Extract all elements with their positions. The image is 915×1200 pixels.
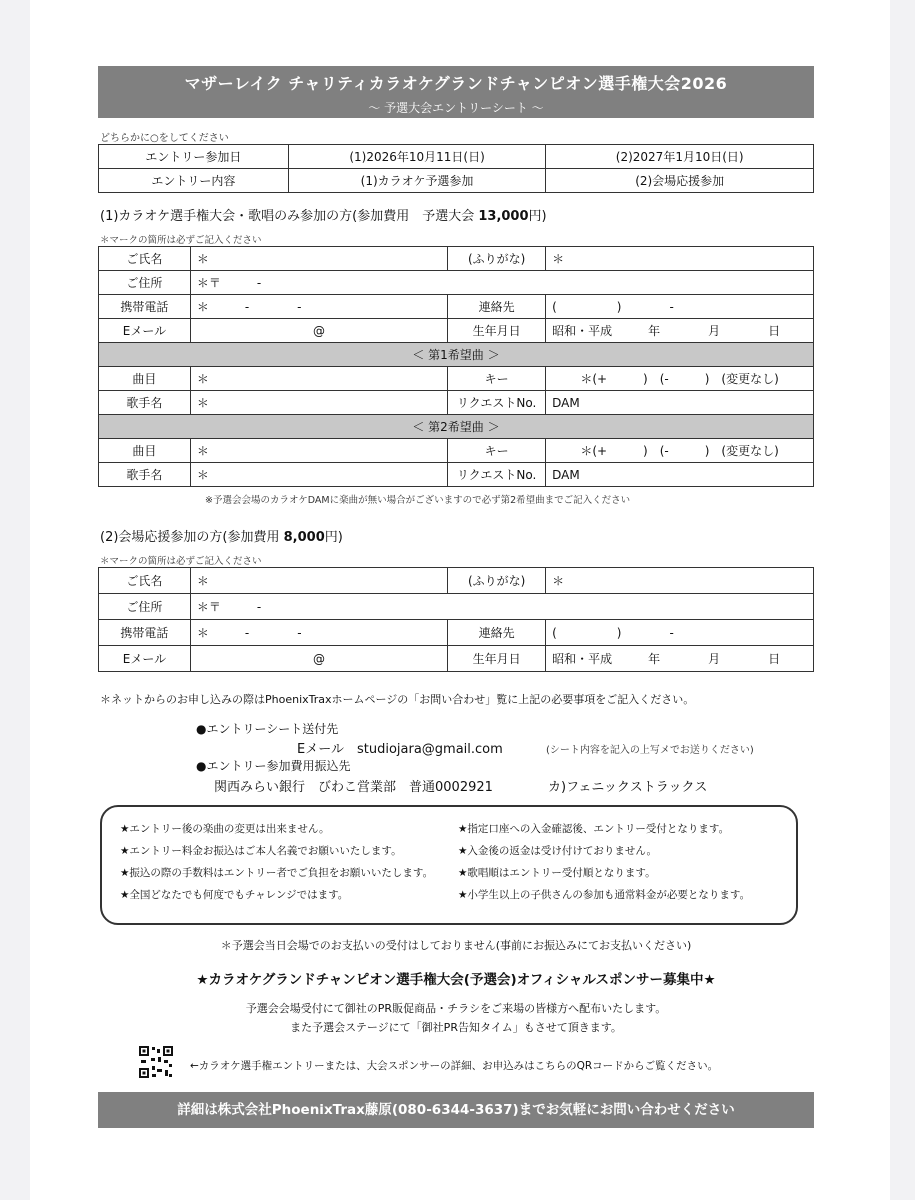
sponsor-title: ★カラオケグランドチャンピオン選手権大会(予選会)オフィシャルスポンサー募集中★: [196, 972, 716, 988]
section2-title-pre: (2)会場応援参加の方(参加費用: [100, 530, 284, 545]
entry-type-label: エントリー内容: [99, 169, 289, 193]
note-item: ★指定口座への入金確認後、エントリー受付となります。: [458, 823, 730, 835]
page-subtitle: ～ 予選大会エントリーシート ～: [368, 101, 544, 115]
table-row: [99, 367, 814, 391]
net-note: ＊ネットからのお申し込みの際はPhoenixTraxホームページの「お問い合わせ」覧に上記の必要事項をご記入ください。: [100, 693, 695, 706]
table-row: [99, 620, 814, 646]
section1-fee: 13,000: [478, 209, 529, 224]
section2-required-note: ＊マークの箇所は必ずご記入ください: [100, 556, 262, 567]
send-dest-label: ●エントリーシート送付先: [196, 722, 339, 736]
page-title: マザーレイク チャリティカラオケグランドチャンピオン選手権大会2026: [184, 74, 728, 93]
furigana-label: (ふりがな): [448, 247, 546, 271]
song1-title-field[interactable]: ＊: [190, 367, 447, 391]
bank-label: ●エントリー参加費用振込先: [196, 759, 351, 773]
table-row: [99, 271, 814, 295]
footer-contact: 詳細は株式会社PhoenixTrax藤原(080-6344-3637)までお気軽にお問い合わせください: [98, 1092, 814, 1128]
phone-field[interactable]: ＊ - -: [190, 295, 447, 319]
note-item: ★エントリー料金お振込はご本人名義でお願いいたします。: [120, 845, 402, 857]
section2-fee: 8,000: [283, 530, 325, 545]
send-email-note: (シート内容を記入の上写メでお送りください): [546, 745, 754, 756]
name-field[interactable]: ＊: [190, 568, 447, 594]
phone-label: 携帯電話: [99, 620, 191, 646]
birthday-label: 生年月日: [448, 646, 546, 672]
section1-required-note: ＊マークの箇所は必ずご記入ください: [100, 235, 262, 246]
contact-field[interactable]: ( ) -: [546, 620, 814, 646]
note-item: ★エントリー後の楽曲の変更は出来ません。: [120, 823, 330, 835]
table-row: [99, 319, 814, 343]
song1-request-label: リクエストNo.: [448, 391, 546, 415]
section1-title: [100, 205, 547, 224]
notes-box: [100, 805, 798, 925]
section2-form: [98, 567, 814, 672]
table-row: [99, 415, 814, 439]
song2-key-label: キー: [448, 439, 546, 463]
note-item: ★歌唱順はエントリー受付順となります。: [458, 867, 656, 879]
table-row: [99, 646, 814, 672]
address-field[interactable]: ＊〒 -: [190, 594, 813, 620]
song2-key-field[interactable]: ＊(+ ) (- ) (変更なし): [546, 439, 814, 463]
header-banner: [98, 66, 814, 118]
name-field[interactable]: ＊: [190, 247, 447, 271]
circle-note: どちらかに○をしてください: [100, 133, 229, 144]
name-label: ご氏名: [99, 247, 191, 271]
song1-title-label: 曲目: [99, 367, 191, 391]
table-row: [99, 568, 814, 594]
address-label: ご住所: [99, 594, 191, 620]
table-row: [99, 169, 814, 193]
song2-artist-label: 歌手名: [99, 463, 191, 487]
table-row: [99, 463, 814, 487]
email-label: Eメール: [99, 646, 191, 672]
sponsor-line-1: 予選会会場受付にて御社のPR販促商品・チラシをご来場の皆様方へ配布いたします。: [245, 1002, 667, 1015]
sponsor-line-2: また予選会ステージにて「御社PR告知タイム」もさせて頂きます。: [290, 1021, 622, 1034]
dam-note: ※予選会会場のカラオケDAMに楽曲が無い場合がございますので必ず第2希望曲までご記入ください: [205, 495, 631, 506]
bank-account: カ)フェニックストラックス: [548, 780, 708, 795]
bank-info: 関西みらい銀行 びわこ営業部 普通0002921: [214, 780, 493, 795]
payment-note: ＊予選会当日会場でのお支払いの受付はしておりません(事前にお振込みにてお支払いください): [220, 939, 692, 952]
address-field[interactable]: ＊〒 -: [190, 271, 813, 295]
email-label: Eメール: [99, 319, 191, 343]
section1-title-post: 円): [528, 209, 547, 224]
qr-note: ←カラオケ選手権エントリーまたは、大会スポンサーの詳細、お申込みはこちらのQRコードからご覧ください。: [190, 1060, 719, 1072]
song2-header: ＜ 第2希望曲 ＞: [99, 415, 814, 439]
contact-label: 連絡先: [448, 620, 546, 646]
furigana-field[interactable]: ＊: [546, 568, 814, 594]
section2-title-post: 円): [324, 530, 343, 545]
section1-title-pre: (1)カラオケ選手権大会・歌唱のみ参加の方(参加費用 予選大会: [100, 209, 479, 224]
table-row: [99, 343, 814, 367]
entry-date-label: エントリー参加日: [99, 145, 289, 169]
song2-request-label: リクエストNo.: [448, 463, 546, 487]
song2-artist-field[interactable]: ＊: [190, 463, 447, 487]
table-row: [99, 391, 814, 415]
birthday-field[interactable]: 昭和・平成 年 月 日: [546, 646, 814, 672]
song1-artist-field[interactable]: ＊: [190, 391, 447, 415]
table-row: [99, 145, 814, 169]
furigana-label: (ふりがな): [448, 568, 546, 594]
entry-table: [98, 144, 814, 193]
song2-title-field[interactable]: ＊: [190, 439, 447, 463]
email-field[interactable]: @: [190, 646, 447, 672]
qr-code[interactable]: [138, 1045, 174, 1079]
address-label: ご住所: [99, 271, 191, 295]
entry-type-option-2[interactable]: (2)会場応援参加: [546, 169, 814, 193]
table-row: [99, 439, 814, 463]
note-item: ★小学生以上の子供さんの参加も通常料金が必要となります。: [458, 889, 751, 901]
furigana-field[interactable]: ＊: [546, 247, 814, 271]
table-row: [99, 247, 814, 271]
name-label: ご氏名: [99, 568, 191, 594]
entry-type-option-1[interactable]: (1)カラオケ予選参加: [288, 169, 546, 193]
section1-form: [98, 246, 814, 487]
song1-request-field[interactable]: DAM: [546, 391, 814, 415]
song1-artist-label: 歌手名: [99, 391, 191, 415]
song1-header: ＜ 第1希望曲 ＞: [99, 343, 814, 367]
section2-title: [100, 526, 343, 545]
email-field[interactable]: @: [190, 319, 447, 343]
song2-title-label: 曲目: [99, 439, 191, 463]
song2-request-field[interactable]: DAM: [546, 463, 814, 487]
send-email[interactable]: studiojara@gmail.com: [356, 742, 503, 757]
table-row: [99, 295, 814, 319]
send-email-label: Eメール: [297, 742, 344, 757]
song1-key-field[interactable]: ＊(+ ) (- ) (変更なし): [546, 367, 814, 391]
song1-key-label: キー: [448, 367, 546, 391]
send-email-line: [297, 738, 503, 757]
phone-label: 携帯電話: [99, 295, 191, 319]
contact-label: 連絡先: [448, 295, 546, 319]
note-item: ★振込の際の手数料はエントリー者でご負担をお願いいたします。: [120, 867, 434, 879]
entry-date-option-1[interactable]: (1)2026年10月11日(日): [288, 145, 546, 169]
note-item: ★全国どなたでも何度でもチャレンジではます。: [120, 889, 349, 901]
entry-date-option-2[interactable]: (2)2027年1月10日(日): [546, 145, 814, 169]
birthday-field[interactable]: 昭和・平成 年 月 日: [546, 319, 814, 343]
note-item: ★入金後の返金は受け付けておりません。: [458, 845, 658, 857]
contact-field[interactable]: ( ) -: [546, 295, 814, 319]
birthday-label: 生年月日: [448, 319, 546, 343]
phone-field[interactable]: ＊ - -: [190, 620, 447, 646]
table-row: [99, 594, 814, 620]
